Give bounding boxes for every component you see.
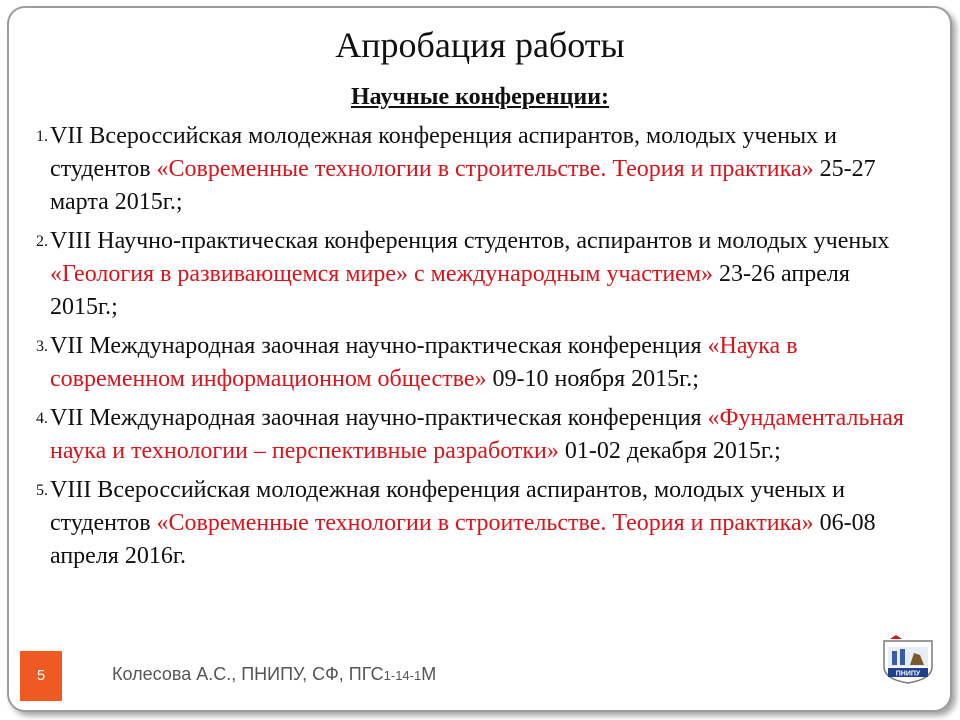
slide-title: Апробация работы [335, 25, 625, 65]
slide-subtitle: Научные конференции: [350, 84, 610, 110]
author-group: 1-14-1 [383, 668, 422, 683]
item-lead: VII Международная заочная научно-практическая конференция [50, 405, 708, 431]
list-item [30, 225, 910, 324]
item-number: 1. [36, 128, 48, 145]
page-number-badge [20, 651, 62, 701]
item-highlight: «Современные технологии в строительстве. Теория и практика» [156, 156, 814, 182]
university-logo-icon [880, 633, 936, 685]
item-number: 5. [36, 482, 48, 499]
item-highlight: «Геология в развивающемся мире» с международным участием» [50, 261, 714, 287]
item-number: 3. [36, 338, 48, 355]
svg-text:ПНИПУ: ПНИПУ [895, 670, 921, 678]
author-prefix: Колесова А.С., ПНИПУ, СФ, ПГС [112, 664, 384, 684]
item-lead: VIII Всероссийская молодежная конференция аспирантов, молодых ученых и студентов [50, 477, 846, 536]
author-credit [112, 664, 436, 685]
item-number: 2. [36, 233, 48, 250]
conference-list [30, 120, 910, 579]
author-suffix: М [421, 664, 437, 684]
page-number: 5 [36, 667, 46, 684]
item-lead: VII Международная заочная научно-практическая конференция [50, 333, 708, 359]
item-lead: VII Всероссийская молодежная конференция аспирантов, молодых ученых и студентов [50, 123, 838, 182]
item-tail: 06-08 апреля 2016г. [50, 510, 876, 569]
item-highlight: «Фундаментальная наука и технологии – перспективные разработки» [50, 405, 904, 464]
item-lead: VIII Научно-практическая конференция студентов, аспирантов и молодых ученых [50, 228, 890, 254]
item-highlight: «Наука в современном информационном обществе» [50, 333, 798, 392]
list-item [30, 402, 910, 468]
item-tail: 01-02 декабря 2015г.; [558, 438, 781, 464]
item-number: 4. [36, 410, 48, 427]
item-highlight: «Современные технологии в строительстве. Теория и практика» [156, 510, 814, 536]
item-tail: 09-10 ноября 2015г.; [486, 366, 699, 392]
list-item [30, 120, 910, 219]
list-item [30, 474, 910, 573]
list-item [30, 330, 910, 396]
item-tail: 25-27 марта 2015г.; [50, 156, 876, 215]
item-tail: 23-26 апреля 2015г.; [50, 261, 850, 320]
